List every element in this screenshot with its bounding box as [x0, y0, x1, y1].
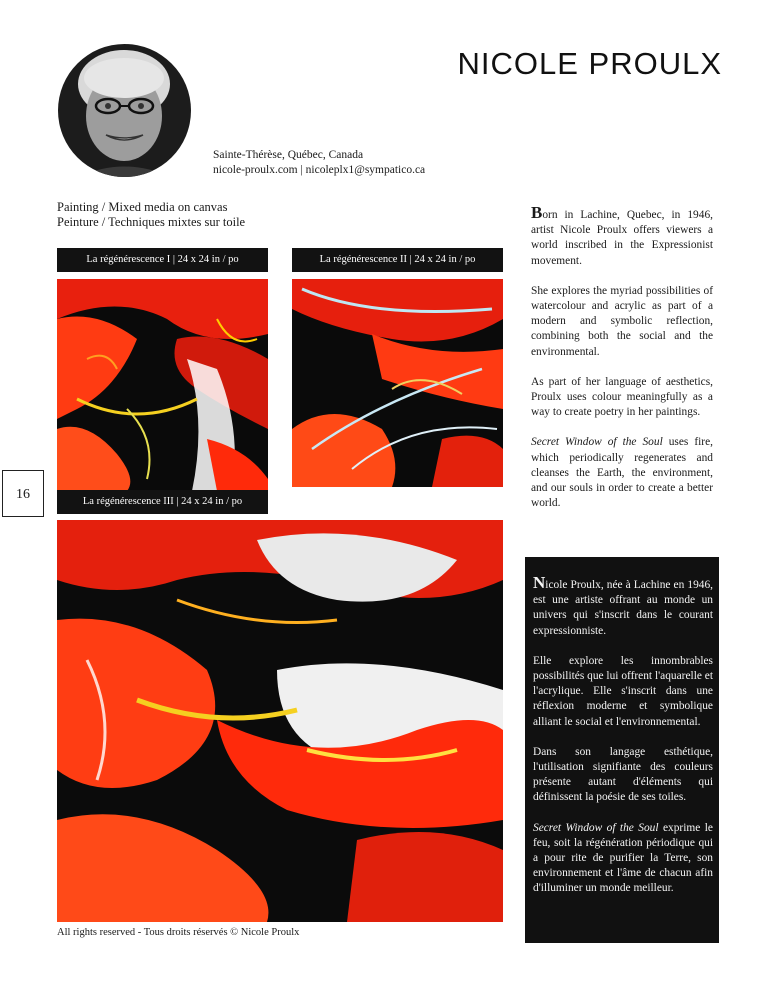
artwork-1-caption: La régénérescence I | 24 x 24 in / po	[57, 248, 268, 272]
bio-en-drop-cap: B	[531, 203, 543, 222]
medium-description	[57, 200, 245, 230]
bio-en-paragraph-1	[531, 205, 713, 269]
bio-fr-p1-text: icole Proulx, née à Lachine en 1946, est une artiste offrant au monde un univers qui s'inscrit dans le courant expressionniste.	[533, 579, 713, 637]
bio-en-paragraph-2: She explores the myriad possibilities of watercolour and acrylic as part of a modern and symbolic reflection, combining both the social and the environmental.	[531, 284, 713, 358]
website-email: nicole-proulx.com | nicoleplx1@sympatico.ca	[213, 164, 426, 176]
bio-fr-paragraph-1	[533, 575, 713, 639]
artist-name: NICOLE PROULX	[457, 46, 722, 81]
artwork-2-caption: La régénérescence II | 24 x 24 in / po	[292, 248, 503, 272]
artwork-1-image	[57, 279, 268, 491]
bio-en-paragraph-3: As part of her language of aesthetics, Proulx uses colour meaningfully as a way to create poetry in her paintings.	[531, 375, 713, 419]
bio-fr-artwork-title: Secret Window of the Soul	[533, 821, 659, 834]
artist-portrait	[58, 44, 191, 177]
copyright-footer: All rights reserved - Tous droits réservés © Nicole Proulx	[57, 927, 300, 938]
bio-fr-p4-text: exprime le feu, soit la régénération périodique qui a pour rite de purifier la Terre, son environnement et l'âme de chacun afin d'illuminer un monde meilleur.	[533, 821, 713, 895]
artwork-3-image	[57, 520, 503, 922]
medium-en: Painting / Mixed media on canvas	[57, 200, 228, 214]
location: Sainte-Thérèse, Québec, Canada	[213, 149, 364, 161]
bio-en-p1-text: orn in Lachine, Quebec, in 1946, artist Nicole Proulx offers viewers a world inscribed in the Expressionist movement.	[531, 209, 713, 267]
bio-en-artwork-title: Secret Window of the Soul	[531, 436, 663, 449]
artwork-2-image	[292, 279, 503, 487]
bio-en-paragraph-4	[531, 435, 713, 511]
bio-en-p4-text: uses fire, which periodically regenerates and cleanses the Earth, the environment, and our souls in order to create a better world.	[531, 436, 713, 510]
bio-fr-drop-cap: N	[533, 573, 546, 592]
artwork-3-caption: La régénérescence III | 24 x 24 in / po	[57, 490, 268, 514]
biography-english	[531, 205, 713, 526]
bio-fr-paragraph-3: Dans son langage esthétique, l'utilisation signifiante des couleurs présente autant d'éléments qui définissent la poésie de ses toiles.	[533, 745, 713, 804]
contact-info	[213, 148, 425, 178]
biography-french	[525, 557, 719, 943]
page-number: 16	[2, 470, 44, 517]
bio-fr-paragraph-4	[533, 821, 713, 897]
bio-fr-paragraph-2: Elle explore les innombrables possibilités que lui offrent l'aquarelle et l'acrylique. Elle s'inscrit dans une réflexion moderne et symbolique alliant le social et l'environnemental.	[533, 654, 713, 728]
medium-fr: Peinture / Techniques mixtes sur toile	[57, 215, 246, 229]
